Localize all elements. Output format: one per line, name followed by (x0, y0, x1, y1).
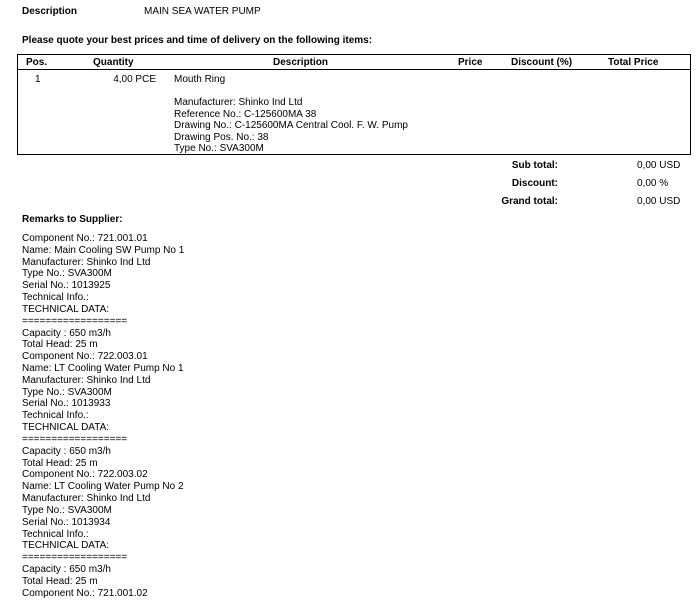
row-item-name: Mouth Ring (174, 74, 226, 85)
remarks-line: Type No.: SVA300M (22, 386, 112, 398)
row-quantity: 4,00 PCE (113, 74, 156, 85)
remarks-line: Capacity : 650 m3/h (22, 445, 111, 457)
detail-manufacturer: Manufacturer: Shinko Ind Ltd (174, 97, 303, 108)
remarks-line: Name: LT Cooling Water Pump No 1 (22, 363, 184, 375)
remarks-line: ================== (22, 315, 128, 327)
remarks-line: Component No.: 721.001.02 (22, 587, 148, 599)
column-header-discount: Discount (%) (511, 57, 573, 68)
remarks-line: Total Head: 25 m (22, 575, 98, 587)
remarks-line: Manufacturer: Shinko Ind Ltd (22, 256, 151, 268)
remarks-line: Serial No.: 1013925 (22, 280, 111, 292)
remarks-line: ================== (22, 552, 128, 564)
row-pos: 1 (35, 74, 41, 85)
subtotal-label: Sub total: (511, 160, 558, 171)
remarks-line: Serial No.: 1013934 (22, 516, 111, 528)
remarks-line: Manufacturer: Shinko Ind Ltd (22, 374, 151, 386)
row-item-details (174, 97, 408, 155)
quote-instruction: Please quote your best prices and time of delivery on the following items: (22, 35, 373, 46)
subtotal-value: 0,00 USD (637, 160, 681, 171)
grand-total-value: 0,00 USD (637, 196, 681, 207)
column-header-quantity: Quantity (93, 57, 134, 68)
detail-type-no: Type No.: SVA300M (174, 143, 264, 154)
table-header-divider (18, 69, 690, 70)
remarks-line: Type No.: SVA300M (22, 504, 112, 516)
remarks-line: Name: LT Cooling Water Pump No 2 (22, 481, 184, 493)
discount-label: Discount: (511, 178, 558, 189)
remarks-line: TECHNICAL DATA: (22, 540, 110, 552)
detail-drawing-no: Drawing No.: C-125600MA Central Cool. F. W. Pump (174, 120, 408, 131)
remarks-line: Capacity : 650 m3/h (22, 327, 111, 339)
remarks-line: TECHNICAL DATA: (22, 303, 110, 315)
remarks-line: Name: Main Cooling SW Pump No 1 (22, 244, 185, 256)
remarks-line: Component No.: 721.001.01 (22, 233, 148, 244)
description-value: MAIN SEA WATER PUMP (144, 6, 261, 17)
column-header-price: Price (458, 57, 483, 68)
remarks-title: Remarks to Supplier: (22, 214, 123, 225)
remarks-line: Component No.: 722.003.02 (22, 469, 148, 481)
remarks-line: Type No.: SVA300M (22, 268, 112, 280)
remarks-line: Technical Info.: (22, 292, 89, 304)
items-table (17, 54, 691, 155)
remarks-line: TECHNICAL DATA: (22, 422, 110, 434)
discount-value: 0,00 % (637, 178, 669, 189)
description-label: Description (22, 6, 78, 17)
detail-drawing-pos: Drawing Pos. No.: 38 (174, 131, 269, 143)
column-header-description: Description (273, 57, 329, 68)
remarks-line: Total Head: 25 m (22, 339, 98, 351)
column-header-total-price: Total Price (608, 57, 659, 68)
remarks-line: Technical Info.: (22, 410, 89, 422)
grand-total-label: Grand total: (501, 196, 558, 207)
remarks-line: ================== (22, 433, 128, 445)
remarks-line: Component No.: 722.003.01 (22, 351, 148, 363)
remarks-line: Technical Info.: (22, 528, 89, 540)
remarks-line: Serial No.: 1013933 (22, 398, 111, 410)
detail-reference: Reference No.: C-125600MA 38 (174, 108, 317, 120)
remarks-line: Total Head: 25 m (22, 457, 98, 469)
remarks-line: Capacity : 650 m3/h (22, 563, 111, 575)
column-header-pos: Pos. (26, 57, 48, 68)
remarks-line: Manufacturer: Shinko Ind Ltd (22, 493, 151, 505)
